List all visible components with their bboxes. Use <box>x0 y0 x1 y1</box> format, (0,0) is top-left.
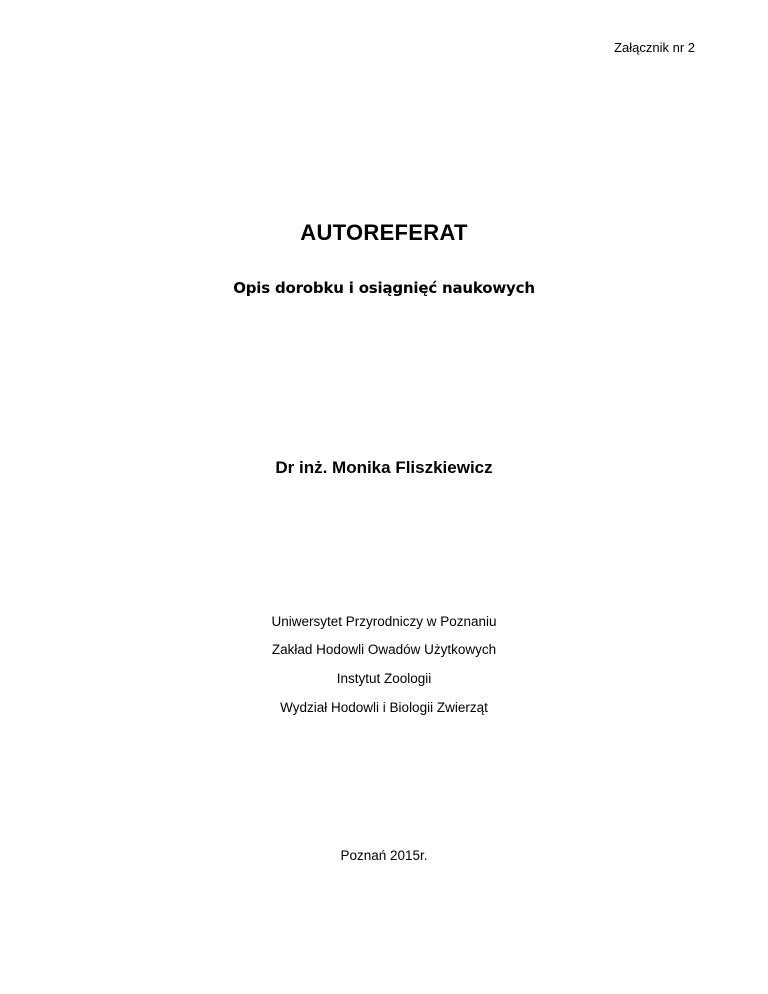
annex-label: Załącznik nr 2 <box>614 40 695 55</box>
affiliation-faculty: Wydział Hodowli i Biologii Zwierząt <box>280 700 488 715</box>
place-and-date: Poznań 2015r. <box>340 848 428 863</box>
affiliation-university: Uniwersytet Przyrodniczy w Poznaniu <box>271 614 497 629</box>
affiliation-department: Zakład Hodowli Owadów Użytkowych <box>271 642 497 657</box>
author-name: Dr inż. Monika Fliszkiewicz <box>275 458 493 477</box>
document-subtitle: Opis dorobku i osiągnięć naukowych <box>233 279 535 297</box>
document-title: AUTOREFERAT <box>300 220 468 245</box>
affiliation-institute: Instytut Zoologii <box>336 671 432 686</box>
